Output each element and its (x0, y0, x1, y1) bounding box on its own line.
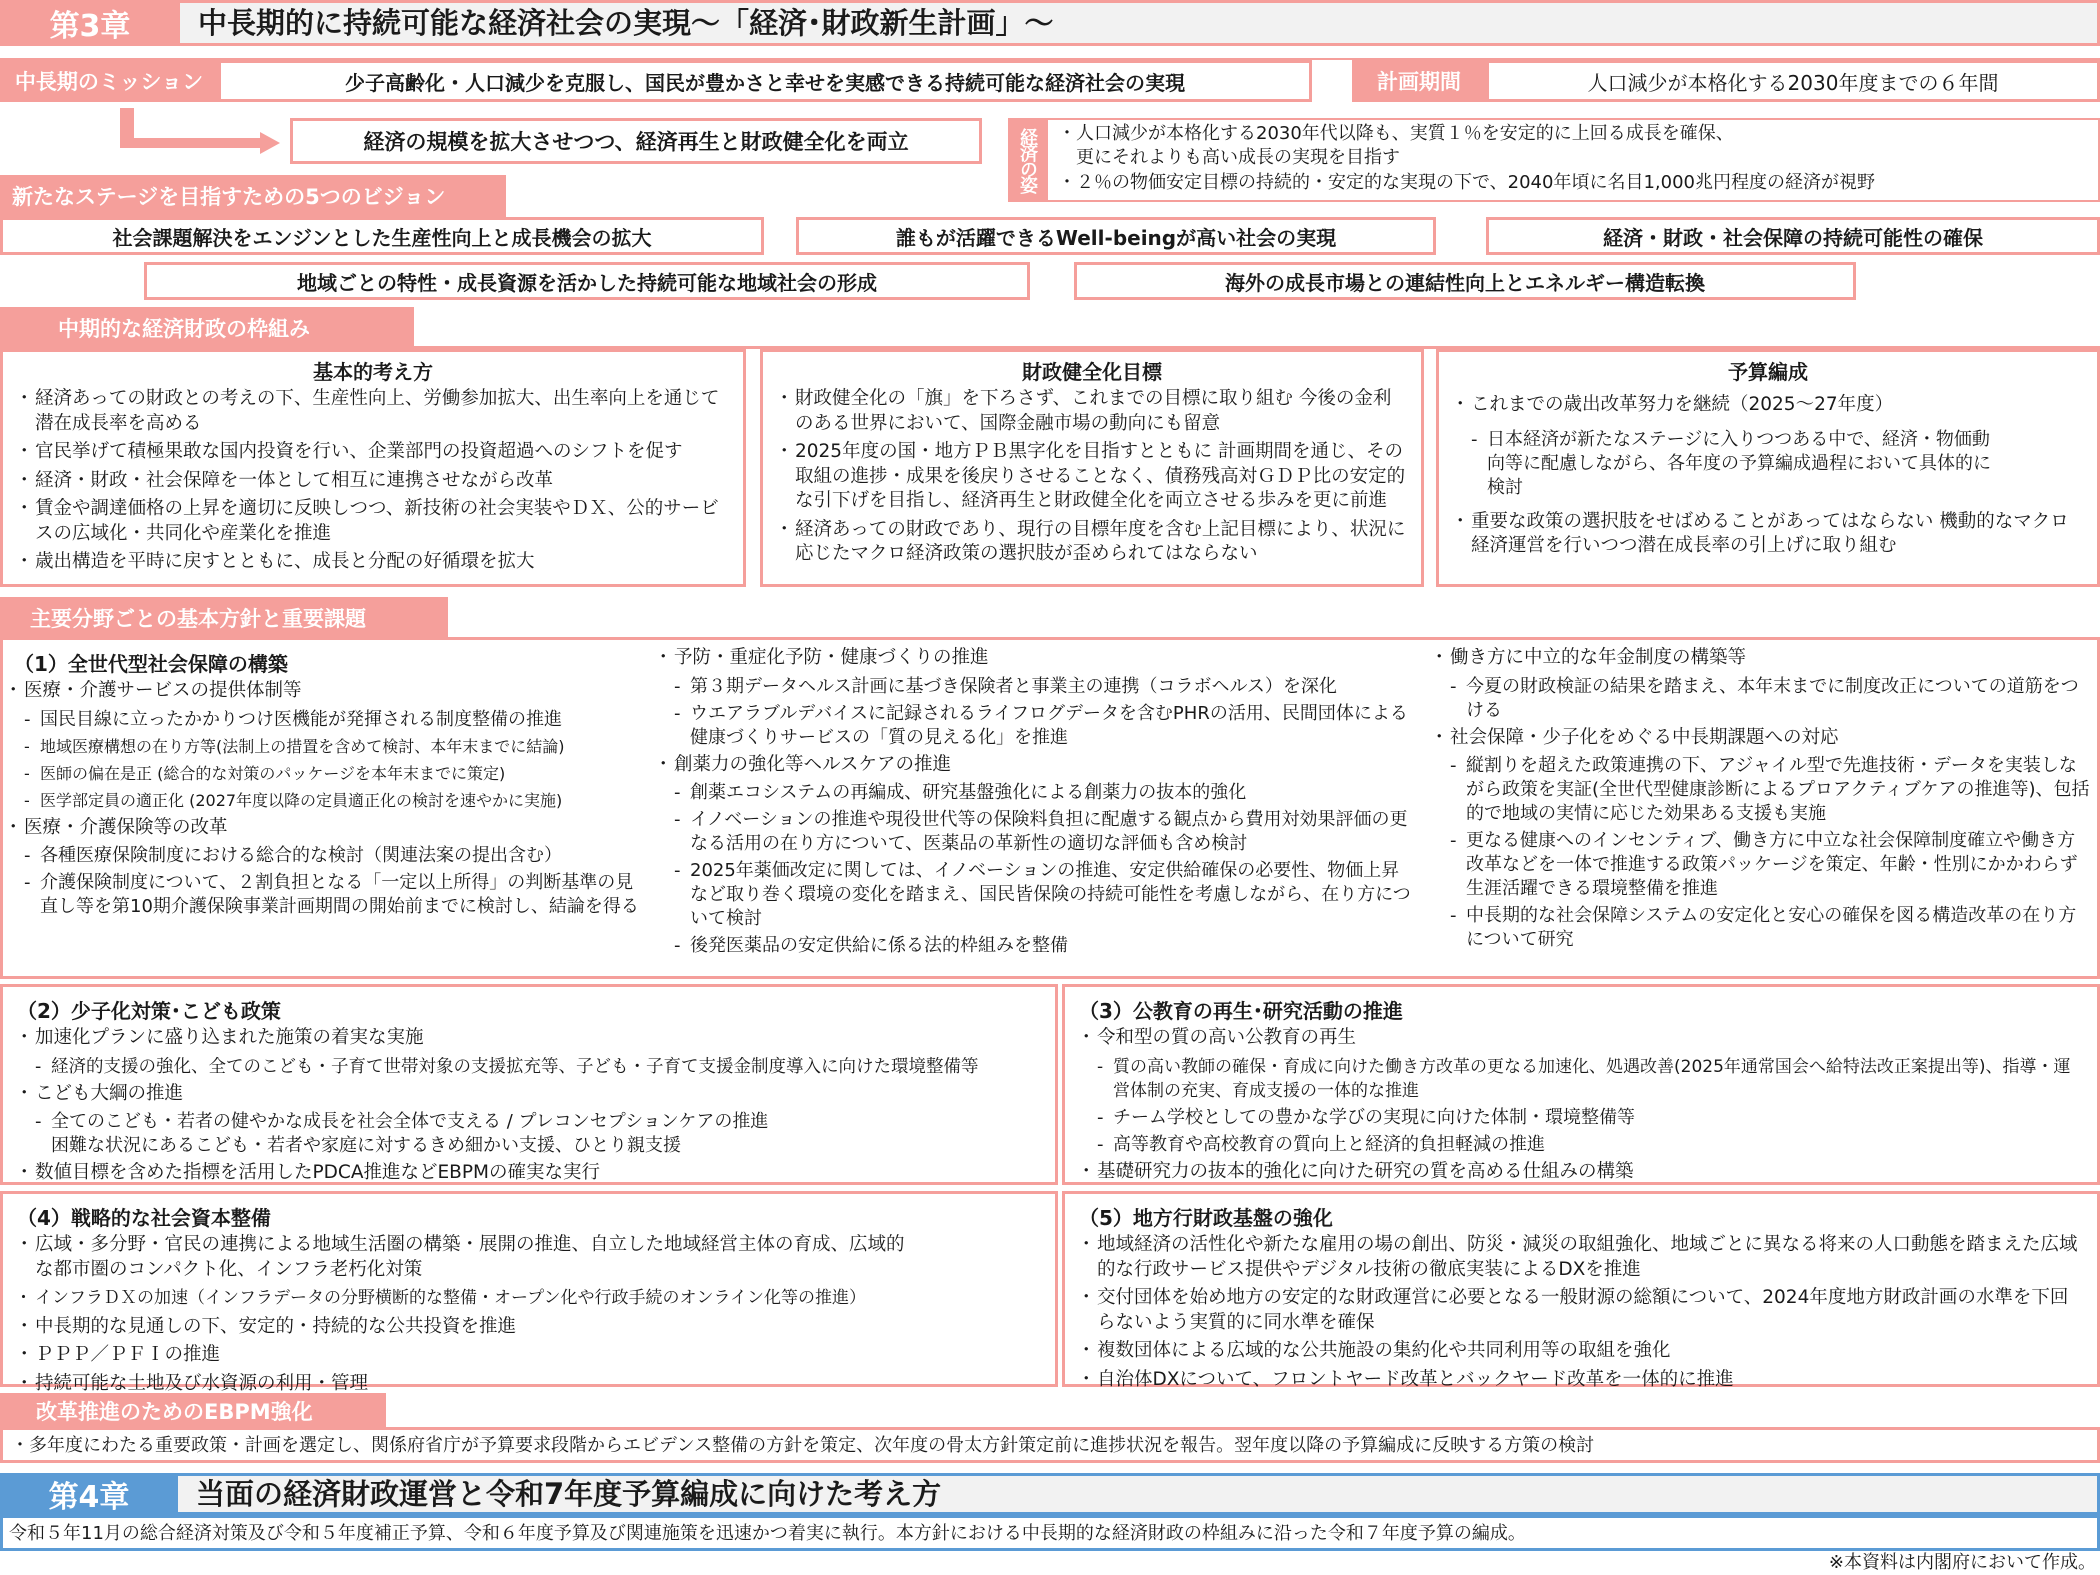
field-subitem: - 地域医療構想の在り方等(法制上の措置を含めて検討、本年末までに結論) (6, 735, 646, 759)
field-item: ・ 中長期的な見通しの下、安定的・持続的な公共投資を推進 (17, 1315, 1041, 1340)
field-subitem: - 質の高い教師の確保・育成に向けた働き方改革の更なる加速化、処遇改善(2025年通常国会へ給特法改正案提出等)、指導・運営体制の充実、育成支援の一体的な推進 (1079, 1055, 2083, 1103)
chapter3-badge: 第3章 (0, 0, 180, 46)
framework-col-fiscal (760, 349, 1424, 587)
field-heading: ・ 医療・介護保険等の改革 (6, 816, 646, 841)
field-title: （4）戦略的な社会資本整備 (17, 1206, 271, 1230)
field-subitem: - 中長期的な社会保障システムの安定化と安心の確保を図る構造改革の在り方について研究 (1432, 904, 2092, 952)
field-subitem: - 縦割りを超えた政策連携の下、アジャイル型で先進技術・データを実装しながら政策を実証(全世代型健康診断によるプロアクティブケアの推進等)、包括的で地域の実情に応じた効果ある支援も実施 (1432, 754, 2092, 826)
chapter4-badge: 第4章 (0, 1473, 178, 1515)
field-subitem: - 介護保険制度について、２割負担となる「一定以上所得」の判断基準の見直し等を第10期介護保険事業計画期間の開始前までに検討し、結論を得る (6, 871, 646, 919)
framework-label: 中期的な経済財政の枠組み (0, 307, 414, 349)
field-item: ・ ＰＰＰ／ＰＦＩの推進 (17, 1343, 1041, 1368)
framework-item: ・ 経済あっての財政であり、現行の目標年度を含む上記目標により、状況に応じたマクロ経済政策の選択肢が歪められてはならない (777, 518, 1407, 567)
field-subitem: - 医学部定員の適正化 (2027年度以降の定員適正化の検討を速やかに実施) (6, 789, 646, 813)
fields-label: 主要分野ごとの基本方針と重要課題 (0, 597, 448, 639)
field-heading: ・ 予防・重症化予防・健康づくりの推進 (656, 646, 1416, 671)
framework-col-basic (0, 349, 746, 587)
chapter3-title: 中長期的に持続可能な経済社会の実現〜「経済･財政新生計画」〜 (198, 6, 1054, 40)
chapter4-text: 令和５年11月の総合経済対策及び令和５年度補正予算、令和６年度予算及び関連施策を迅速かつ着実に執行。本方針における中長期的な経済財政の枠組みに沿った令和７年度予算の編成。 (9, 1523, 1526, 1544)
field-subitem: - 更なる健康へのインセンティブ、働き方に中立な社会保障制度確立や働き方改革などを一体で推進する政策パッケージを策定、年齢・性別にかかわらず生涯活躍できる環境整備を推進 (1432, 829, 2092, 901)
chapter4-box (0, 1515, 2100, 1551)
field-heading: ・ 創薬力の強化等ヘルスケアの推進 (656, 753, 1416, 778)
field-subitem: - 医師の偏在是正 (総合的な対策のパッケージを本年末までに策定) (6, 762, 646, 786)
field-item: ・ 複数団体による広域的な公共施設の集約化や共同利用等の取組を強化 (1079, 1339, 2083, 1364)
framework-item: ・ 賃金や調達価格の上昇を適切に反映しつつ、新技術の社会実装やＤＸ、公的サービスの広域化・共同化や産業化を推進 (17, 497, 729, 546)
mission-text: 少子高齢化・人口減少を克服し、国民が豊かさと幸せを実感できる持続可能な経済社会の実現 (218, 60, 1312, 102)
economy-vision-item: ・２％の物価安定目標の持続的・安定的な実現の下で、2040年頃に名目1,000兆円程度の経済が視野 (1058, 172, 1875, 193)
field-subitem: - 2025年薬価改定に関しては、イノベーションの推進、安定供給確保の必要性、物価上昇など取り巻く環境の変化を踏まえ、国民皆保険の持続可能性を考慮しながら、在り方について検討 (656, 859, 1416, 931)
ebpm-box (0, 1427, 2100, 1463)
framework-item: ・ 経済あっての財政との考えの下、生産性向上、労働参加拡大、出生率向上を通じて潜在成長率を高める (17, 387, 729, 436)
field-subitem: - ウエアラブルデバイスに記録されるライフログデータを含むPHRの活用、民間団体による健康づくりサービスの「質の見える化」を推進 (656, 702, 1416, 750)
field-subitem: - 各種医療保険制度における総合的な検討（関連法案の提出含む） (6, 844, 646, 868)
field-subitem: - イノベーションの推進や現役世代等の保険料負担に配慮する観点から費用対効果評価の更なる活用の在り方について、医薬品の革新性の適切な評価も含め検討 (656, 808, 1416, 856)
field-s3 (1062, 984, 2100, 1185)
framework-item: ・ 財政健全化の「旗」を下ろさず、これまでの目標に取り組む 今後の金利のある世界において、国際金融市場の動向にも留意 (777, 387, 1407, 436)
field-subitem: - 高等教育や高校教育の質向上と経済的負担軽減の推進 (1079, 1133, 2083, 1157)
mission-arrow-text: 経済の規模を拡大させつつ、経済再生と財政健全化を両立 (290, 118, 982, 164)
field-item: ・ 持続可能な土地及び水資源の利用・管理 (17, 1372, 1041, 1397)
ebpm-label: 改革推進のためのEBPM強化 (0, 1393, 386, 1429)
field-subitem: - 全てのこども・若者の健やかな成長を社会全体で支える / プレコンセプションケアの推進 困難な状況にあるこども・若者や家庭に対するきめ細かい支援、ひとり親支援 (17, 1110, 1041, 1158)
field-heading: ・ 基礎研究力の抜本的強化に向けた研究の質を高める仕組みの構築 (1079, 1160, 2083, 1185)
field-item: ・ インフラＤＸの加速（インフラデータの分野横断的な整備・オープン化や行政手続のオンライン化等の推進） (17, 1286, 1041, 1311)
field-item: ・ 自治体DXについて、フロントヤード改革とバックヤード改革を一体的に推進 (1079, 1368, 2083, 1393)
framework-col-budget (1436, 349, 2100, 587)
plan-period-text: 人口減少が本格化する2030年度までの６年間 (1486, 60, 2100, 102)
mission-label: 中長期のミッション (0, 60, 218, 102)
arrow-icon (120, 108, 280, 158)
field-subitem: - チーム学校としての豊かな学びの実現に向けた体制・環境整備等 (1079, 1106, 2083, 1130)
economy-vision-item: ・人口減少が本格化する2030年代以降も、実質１％を安定的に上回る成長を確保、 (1058, 123, 1734, 144)
field-subitem: - 後発医薬品の安定供給に係る法的枠組みを整備 (656, 934, 1416, 958)
field-heading: ・ 医療・介護サービスの提供体制等 (6, 679, 646, 704)
vision-item: 誰もが活躍できるWell-beingが高い社会の実現 (796, 217, 1436, 255)
framework-item: ・ 重要な政策の選択肢をせばめることがあってはならない 機動的なマクロ経済運営を行いつつ潜在成長率の引上げに取り組む (1453, 510, 2083, 559)
footnote: ※本資料は内閣府において作成。 (1828, 1552, 2096, 1573)
framework-item: ・ 歳出構造を平時に戻すとともに、成長と分配の好循環を拡大 (17, 550, 729, 575)
vision-item: 地域ごとの特性・成長資源を活かした持続可能な地域社会の形成 (144, 262, 1030, 300)
vision-item: 経済・財政・社会保障の持続可能性の確保 (1486, 217, 2100, 255)
field-subitem: - 今夏の財政検証の結果を踏まえ、本年末までに制度改正についての道筋をつける (1432, 675, 2092, 723)
vision-item: 社会課題解決をエンジンとした生産性向上と成長機会の拡大 (0, 217, 764, 255)
field-item: ・ 交付団体を始め地方の安定的な財政運営に必要となる一般財源の総額について、2024年度地方財政計画の水準を下回らないよう実質的に同水準を確保 (1079, 1286, 2083, 1335)
field-heading: ・ 社会保障・少子化をめぐる中長期課題への対応 (1432, 726, 2092, 751)
field-s2 (0, 984, 1058, 1185)
framework-col-title: 財政健全化目標 (1022, 360, 1162, 384)
economy-vision-label: 経済の姿 (1008, 118, 1046, 202)
field-heading: ・ 加速化プランに盛り込まれた施策の着実な実施 (17, 1026, 1041, 1051)
field-subitem: - 経済的支援の強化、全てのこども・子育て世帯対象の支援拡充等、子ども・子育て支援金制度導入に向けた環境整備等 (17, 1055, 1041, 1079)
framework-item: ・ 経済・財政・社会保障を一体として相互に連携させながら改革 (17, 469, 729, 494)
field-subitem: - 第３期データヘルス計画に基づき保険者と事業主の連携（コラボヘルス）を深化 (656, 675, 1416, 699)
framework-col-title: 基本的考え方 (313, 360, 433, 384)
field-s4 (0, 1191, 1058, 1394)
field-title: （5）地方行財政基盤の強化 (1079, 1206, 1333, 1230)
field-heading: ・ 令和型の質の高い公教育の再生 (1079, 1026, 2083, 1051)
field-s1-col3 (1432, 646, 2092, 955)
framework-item: ・ 官民挙げて積極果敢な国内投資を行い、企業部門の投資超過へのシフトを促す (17, 440, 729, 465)
economy-vision-item: 更にそれよりも高い成長の実現を目指す (1076, 147, 1400, 168)
framework-col-title: 予算編成 (1728, 360, 1808, 384)
field-item: ・ 広域・多分野・官民の連携による地域生活圏の構築・展開の推進、自立した地域経営主体の育成、広域的な都市圏のコンパクト化、インフラ老朽化対策 (17, 1233, 1041, 1282)
vision-item: 海外の成長市場との連結性向上とエネルギー構造転換 (1074, 262, 1856, 300)
economy-vision-box (1046, 118, 2100, 202)
field-item: ・ 地域経済の活性化や新たな雇用の場の創出、防災・減災の取組強化、地域ごとに異なる将来の人口動態を踏まえた広域的な行政サービス提供やデジタル技術の徹底実装によるDXを推進 (1079, 1233, 2083, 1282)
field-subitem: - 国民目線に立ったかかりつけ医機能が発揮される制度整備の推進 (6, 708, 646, 732)
plan-period-label: 計画期間 (1352, 60, 1486, 102)
framework-subitem: - 日本経済が新たなステージに入りつつある中で、経済・物価動向等に配慮しながら、各年度の予算編成過程において具体的に検討 (1453, 428, 2083, 500)
field-title: （2）少子化対策･こども政策 (17, 999, 281, 1023)
field-heading: ・ こども大綱の推進 (17, 1082, 1041, 1107)
field-s5 (1062, 1191, 2100, 1390)
visions-label: 新たなステージを目指すための5つのビジョン (0, 175, 506, 217)
field-s1-col1 (6, 648, 646, 922)
framework-item: ・ 2025年度の国・地方ＰＢ黒字化を目指すとともに 計画期間を通じ、その取組の進捗・成果を後戻りさせることなく、債務残高対ＧＤＰ比の安定的な引下げを目指し、経済再生と財政健全化を両立させる歩みを更に前進 (777, 440, 1407, 514)
field-title: （1）全世代型社会保障の構築 (14, 652, 288, 676)
field-s1-col2 (656, 646, 1416, 961)
ebpm-text: ・多年度にわたる重要政策・計画を選定し、関係府省庁が予算要求段階からエビデンス整備の方針を策定、次年度の骨太方針策定前に進捗状況を報告。翌年度以降の予算編成に反映する方策の検討 (11, 1435, 1595, 1456)
field-subitem: - 創薬エコシステムの再編成、研究基盤強化による創薬力の抜本的強化 (656, 781, 1416, 805)
field-title: （3）公教育の再生･研究活動の推進 (1079, 999, 1403, 1023)
chapter4-title: 当面の経済財政運営と令和7年度予算編成に向けた考え方 (196, 1477, 942, 1511)
field-heading: ・ 数値目標を含めた指標を活用したPDCA推進などEBPMの確実な実行 (17, 1161, 1041, 1186)
field-heading: ・ 働き方に中立的な年金制度の構築等 (1432, 646, 2092, 671)
framework-item: ・ これまでの歳出改革努力を継続（2025〜27年度） (1453, 393, 2083, 418)
